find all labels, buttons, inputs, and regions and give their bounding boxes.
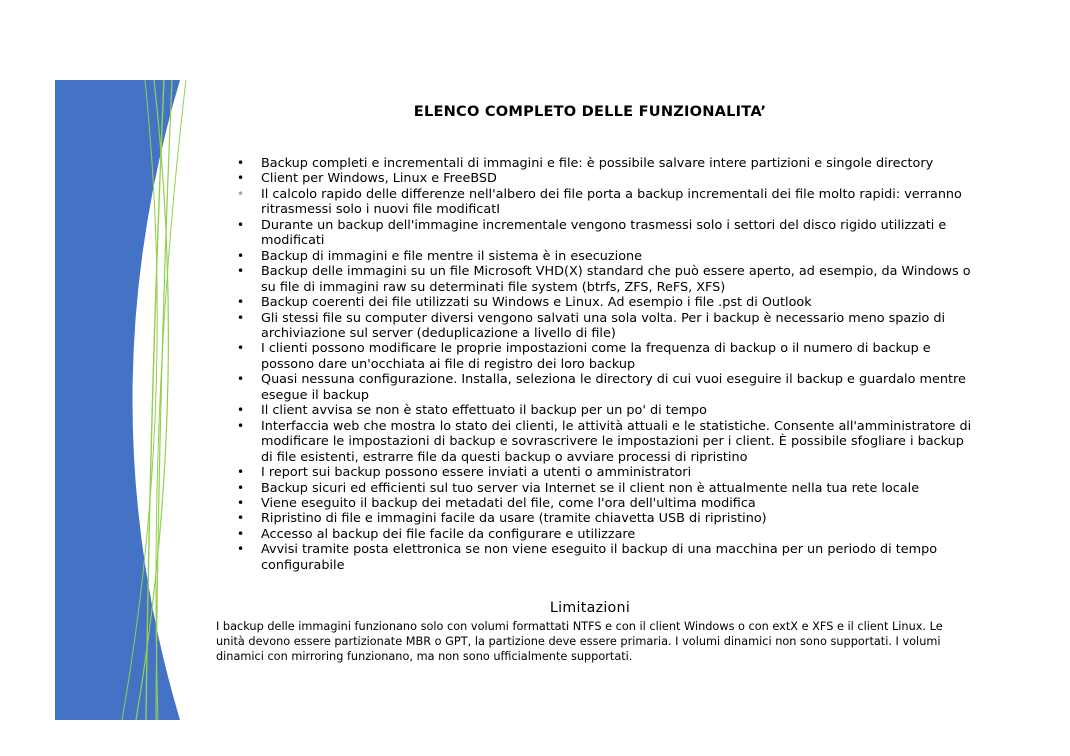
list-item: • Backup coerenti dei file utilizzati su Windows e Linux. Ad esempio i file .pst di Outlook — [234, 295, 974, 310]
limitations-heading: Limitazioni — [549, 600, 631, 616]
list-item: • Il calcolo rapido delle differenze nell'albero dei file porta a backup incrementali dei file molto rapidi: verranno ritrasmessi solo i nuovi file modificatI — [234, 187, 974, 218]
list-item: • Quasi nessuna configurazione. Installa, seleziona le directory di cui vuoi eseguire il backup e guardalo mentre esegue il backup — [234, 372, 974, 403]
feature-list — [234, 156, 974, 573]
limitations-text: I backup delle immagini funzionano solo con volumi formattati NTFS e con il client Windows o con extX e XFS e il client Linux. Le unità devono essere partizionate MBR o GPT, la partizione deve essere primaria. I volumi dinamici non sono supportati. I volumi dinamici con mirroring funzionano, ma non sono ufficialmente supportati. — [216, 620, 943, 663]
list-item: • Accesso al backup dei file facile da configurare e utilizzare — [234, 527, 974, 542]
list-item: • I clienti possono modificare le proprie impostazioni come la frequenza di backup o il numero di backup e possono dare un'occhiata ai file di registro dei loro backup — [234, 341, 974, 372]
list-item: • I report sui backup possono essere inviati a utenti o amministratori — [234, 465, 974, 480]
list-item: • Viene eseguito il backup dei metadati del file, come l'ora dell'ultima modifica — [234, 496, 974, 511]
list-item: • Backup di immagini e file mentre il sistema è in esecuzione — [234, 249, 974, 264]
list-item: • Ripristino di file e immagini facile da usare (tramite chiavetta USB di ripristino) — [234, 511, 974, 526]
list-item: • Durante un backup dell'immagine incrementale vengono trasmessi solo i settori del disco rigido utilizzati e modificati — [234, 218, 974, 249]
list-item: • Il client avvisa se non è stato effettuato il backup per un po' di tempo — [234, 403, 974, 418]
page-title: ELENCO COMPLETO DELLE FUNZIONALITA’ — [413, 103, 767, 120]
list-item: • Avvisi tramite posta elettronica se non viene eseguito il backup di una macchina per un periodo di tempo configurabile — [234, 542, 974, 573]
list-item: • Backup completi e incrementali di immagini e file: è possibile salvare intere partizioni e singole directory — [234, 156, 974, 171]
list-item: • Interfaccia web che mostra lo stato dei clienti, le attività attuali e le statistiche. Consente all'amministratore di modificare le impostazioni di backup e sovrascrivere le impostazioni per i client. È possibile sfogliare i backup di file esistenti, estrarre file da questi backup o avviare processi di ripristino — [234, 419, 974, 465]
list-item: • Client per Windows, Linux e FreeBSD — [234, 171, 974, 186]
list-item: • Backup delle immagini su un file Microsoft VHD(X) standard che può essere aperto, ad esempio, da Windows o su file di immagini raw su determinati file system (btrfs, ZFS, ReFS, XFS) — [234, 264, 974, 295]
list-item: • Backup sicuri ed efficienti sul tuo server via Internet se il client non è attualmente nella tua rete locale — [234, 481, 974, 496]
list-item: • Gli stessi file su computer diversi vengono salvati una sola volta. Per i backup è necessario meno spazio di archiviazione sul server (deduplicazione a livello di file) — [234, 311, 974, 342]
